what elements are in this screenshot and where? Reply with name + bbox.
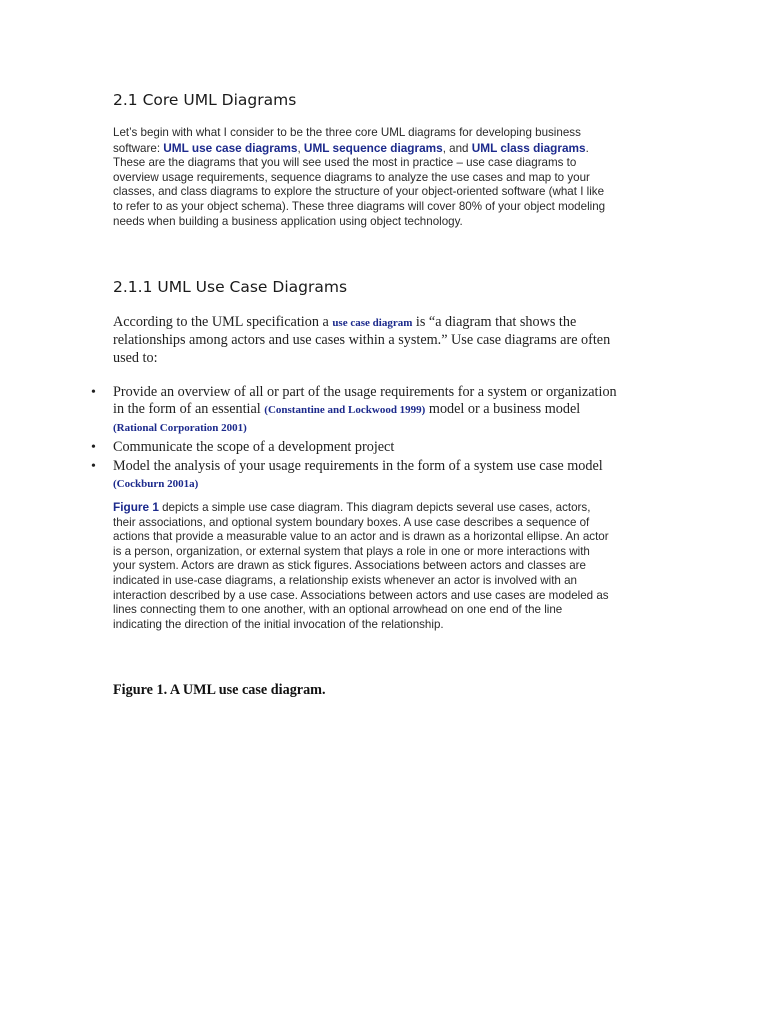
definition-text: According to the UML specification a: [113, 314, 333, 330]
uml-use-case-diagrams-link[interactable]: UML use case diagrams: [163, 140, 298, 155]
figure-description-line: indicating the direction of the initial invocation of the relationship.: [113, 617, 444, 631]
figure-description-line: your system. Actors are drawn as stick figures. Associations between actors and classes are: [113, 559, 586, 573]
section-title: 2.1 Core UML Diagrams: [113, 91, 297, 109]
intro-text: , and: [442, 141, 472, 155]
bullet-icon: •: [91, 459, 96, 474]
list-item: [91, 458, 658, 493]
figure-description-line: [113, 500, 658, 516]
intro-line: needs when building a business application using object technology.: [113, 214, 463, 228]
definition-paragraph: [113, 314, 643, 367]
intro-text: software:: [113, 141, 164, 155]
use-case-diagram-link[interactable]: use case diagram: [332, 317, 413, 329]
definition-line: [113, 314, 643, 332]
bullet-line: Model the analysis of your usage requirements in the form of a system use case model: [113, 458, 603, 474]
bullet-line: [113, 419, 658, 437]
definition-line: used to:: [113, 349, 158, 366]
figure-description-line: their associations, and optional system boundary boxes. A use case describes a sequence of: [113, 515, 590, 529]
figure-description-paragraph: [113, 500, 658, 632]
subsection-title: 2.1.1 UML Use Case Diagrams: [113, 278, 348, 296]
definition-text: is “a diagram that shows the: [412, 314, 577, 330]
figure-description-line: indicated in use-case diagrams, a relationship exists whenever an actor is involved with an: [113, 573, 577, 587]
bullet-line: Provide an overview of all or part of the usage requirements for a system or organization: [113, 384, 617, 400]
figure-caption: Figure 1. A UML use case diagram.: [113, 682, 326, 698]
intro-line: Let’s begin with what I consider to be the three core UML diagrams for developing business: [113, 126, 581, 139]
uses-bullet-list: [91, 384, 658, 493]
figure-description-line: interaction described by a use case. Associations between actors and use cases are modeled as: [113, 588, 609, 602]
figure-description-line: is a person, organization, or external system that plays a role in one or more interactions with: [113, 544, 590, 558]
constantine-lockwood-citation-link[interactable]: (Constantine and Lockwood 1999): [264, 404, 426, 416]
figure-description-text: depicts a simple use case diagram. This diagram depicts several use cases, actors,: [158, 501, 591, 514]
bullet-line: Communicate the scope of a development project: [113, 439, 395, 455]
figure-description-line: lines connecting them to one another, with an optional arrowhead on one end of the line: [113, 603, 563, 617]
list-item: [91, 439, 658, 456]
figure-description-line: actions that provide a measurable value to an actor and is drawn as a horizontal ellipse. An actor: [113, 530, 609, 544]
bullet-line: [113, 401, 658, 419]
intro-text: ,: [297, 141, 304, 155]
intro-line: classes, and class diagrams to explore the structure of your object-oriented software (what I like: [113, 185, 605, 199]
bullet-icon: •: [91, 385, 96, 400]
uml-sequence-diagrams-link[interactable]: UML sequence diagrams: [303, 140, 443, 155]
bullet-text: in the form of an essential: [113, 401, 265, 417]
intro-line: to refer to as your object schema). These three diagrams will cover 80% of your object modeling: [113, 199, 606, 213]
cockburn-citation-link[interactable]: (Cockburn 2001a): [113, 478, 199, 490]
intro-line: overview usage requirements, sequence diagrams to analyze the use cases and map to your: [113, 170, 590, 184]
rational-corporation-citation-link[interactable]: (Rational Corporation 2001): [113, 422, 247, 434]
intro-line: [113, 141, 658, 157]
intro-text: .: [585, 141, 589, 155]
intro-paragraph: [113, 126, 658, 229]
bullet-line: [113, 475, 658, 493]
intro-line: These are the diagrams that you will see used the most in practice – use case diagrams to: [113, 156, 577, 170]
definition-line: relationships among actors and use cases within a system.” Use case diagrams are often: [113, 332, 611, 349]
list-item: [91, 384, 658, 437]
figure-1-link[interactable]: Figure 1: [113, 500, 159, 514]
uml-class-diagrams-link[interactable]: UML class diagrams: [471, 140, 586, 155]
bullet-icon: •: [91, 440, 96, 455]
bullet-text: model or a business model: [425, 401, 581, 417]
